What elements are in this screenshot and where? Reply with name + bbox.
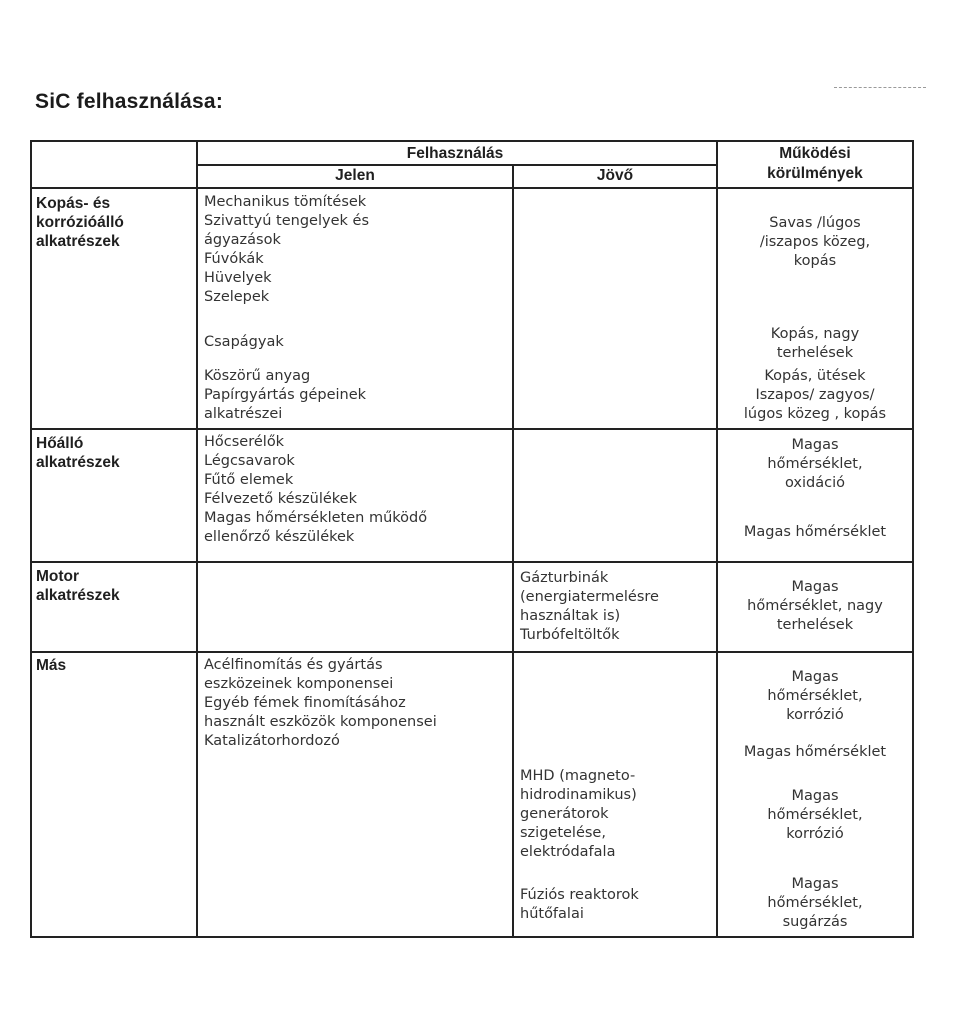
header-jovo: Jövő — [596, 167, 634, 184]
jelen-kopas-koszoru: Köszörű anyag Papírgyártás gépeinek alkatrészei — [204, 368, 367, 422]
mukodes-motor: Magas hőmérséklet, nagy terhelések — [747, 579, 883, 633]
header-mukodesi: Működési — [779, 145, 851, 162]
row-divider-2 — [30, 561, 914, 563]
mukodes-mas-4: Magas hőmérséklet, sugárzás — [767, 876, 863, 930]
col-divider-2 — [512, 165, 514, 938]
jovo-mas-mhd: MHD (magneto- hidrodinamikus) generátorok szigetelése, elektródafala — [520, 768, 637, 860]
header-jelen: Jelen — [335, 167, 375, 184]
jovo-mas-fuzios: Fúziós reaktorok hűtőfalai — [520, 887, 639, 922]
table-border-left — [30, 140, 32, 938]
mukodes-mas-1: Magas hőmérséklet, korrózió — [767, 669, 863, 723]
jelen-kopas-list: Mechanikus tömítések Szivattyú tengelyek és ágyazások Fúvókák Hüvelyek Szelepek — [204, 194, 369, 305]
mukodes-kopas-2: Kopás, nagy terhelések — [770, 326, 860, 361]
jelen-hoallo-list: Hőcserélők Légcsavarok Fűtő elemek Félvezető készülékek Magas hőmérsékleten működő ellenőrző készülékek — [204, 434, 428, 545]
mukodes-mas-3: Magas hőmérséklet, korrózió — [767, 788, 863, 842]
table-border-bottom — [30, 936, 914, 938]
category-motor: Motor alkatrészek — [36, 568, 120, 604]
mukodes-kopas-1: Savas /lúgos /iszapos közeg, kopás — [759, 215, 871, 269]
row-divider-3 — [30, 651, 914, 653]
category-kopas: Kopás- és korrózióálló alkatrészek — [36, 195, 124, 250]
table-border-top — [30, 140, 914, 142]
header-bottom — [30, 187, 914, 189]
mukodes-hoallo-2: Magas hőmérséklet — [743, 524, 887, 540]
category-hoallo: Hőálló alkatrészek — [36, 435, 120, 471]
mukodes-hoallo-1: Magas hőmérséklet, oxidáció — [767, 437, 863, 491]
page-title: SiC felhasználása: — [35, 90, 224, 113]
table-border-right — [912, 140, 914, 938]
row-divider-1 — [30, 428, 914, 430]
scan-artifact — [834, 87, 926, 89]
mukodes-kopas-3: Kopás, ütések Iszapos/ zagyos/ lúgos közeg , kopás — [743, 368, 887, 422]
header-korulmenyek: körülmények — [767, 165, 863, 182]
jelen-mas-list: Acélfinomítás és gyártás eszközeinek komponensei Egyéb fémek finomításához használt eszközök komponensei Katalizátorhordozó — [204, 657, 437, 749]
col-divider-1 — [196, 140, 198, 938]
category-mas: Más — [36, 657, 67, 674]
mukodes-mas-2: Magas hőmérséklet — [743, 744, 887, 760]
jelen-kopas-csapagyak: Csapágyak — [204, 334, 284, 350]
jovo-motor-list: Gázturbinák (energiatermelésre használtak is) Turbófeltöltők — [520, 570, 659, 643]
header-felhasznalas: Felhasználás — [406, 145, 504, 162]
